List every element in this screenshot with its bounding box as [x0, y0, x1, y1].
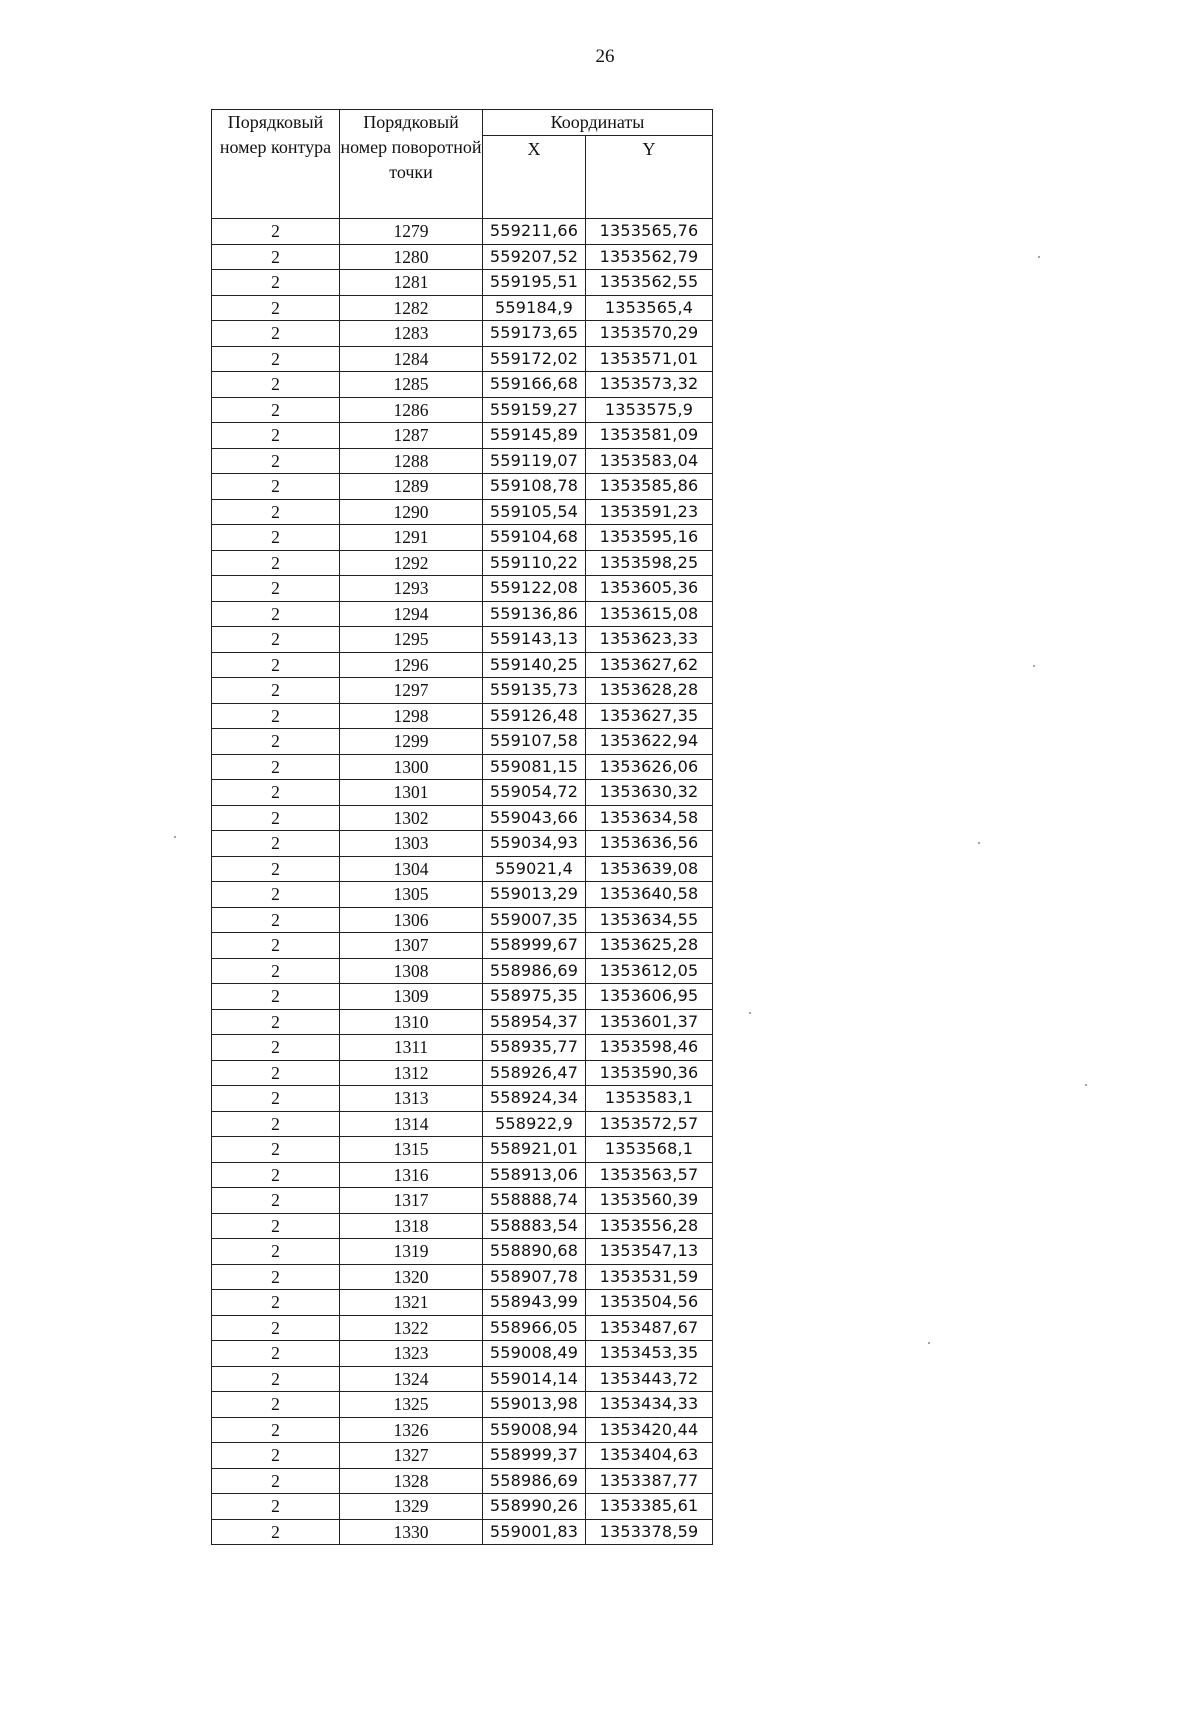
cell-contour-number: 2 [212, 423, 340, 449]
cell-y: 1353385,61 [586, 1494, 713, 1520]
table-header [212, 110, 713, 219]
cell-contour-number: 2 [212, 219, 340, 245]
table-row [212, 1086, 713, 1112]
cell-point-number: 1295 [340, 627, 483, 653]
cell-y: 1353590,36 [586, 1060, 713, 1086]
cell-contour-number: 2 [212, 448, 340, 474]
cell-contour-number: 2 [212, 1341, 340, 1367]
cell-contour-number: 2 [212, 933, 340, 959]
cell-point-number: 1329 [340, 1494, 483, 1520]
cell-x: 558913,06 [483, 1162, 586, 1188]
cell-y: 1353443,72 [586, 1366, 713, 1392]
cell-y: 1353626,06 [586, 754, 713, 780]
cell-contour-number: 2 [212, 601, 340, 627]
table-row [212, 372, 713, 398]
table-row [212, 984, 713, 1010]
cell-point-number: 1320 [340, 1264, 483, 1290]
cell-x: 558954,37 [483, 1009, 586, 1035]
header-x: X [483, 136, 586, 219]
cell-point-number: 1328 [340, 1468, 483, 1494]
cell-point-number: 1299 [340, 729, 483, 755]
cell-point-number: 1311 [340, 1035, 483, 1061]
cell-y: 1353575,9 [586, 397, 713, 423]
cell-y: 1353585,86 [586, 474, 713, 500]
cell-contour-number: 2 [212, 1137, 340, 1163]
table-row [212, 1519, 713, 1545]
table-row [212, 1392, 713, 1418]
cell-contour-number: 2 [212, 882, 340, 908]
cell-y: 1353547,13 [586, 1239, 713, 1265]
cell-y: 1353563,57 [586, 1162, 713, 1188]
cell-point-number: 1316 [340, 1162, 483, 1188]
cell-contour-number: 2 [212, 831, 340, 857]
cell-contour-number: 2 [212, 550, 340, 576]
coordinates-table [211, 109, 713, 1545]
cell-point-number: 1290 [340, 499, 483, 525]
cell-contour-number: 2 [212, 703, 340, 729]
cell-y: 1353404,63 [586, 1443, 713, 1469]
cell-y: 1353562,55 [586, 270, 713, 296]
table-row [212, 907, 713, 933]
table-row [212, 1060, 713, 1086]
cell-point-number: 1324 [340, 1366, 483, 1392]
cell-x: 559136,86 [483, 601, 586, 627]
cell-contour-number: 2 [212, 1417, 340, 1443]
cell-contour-number: 2 [212, 1519, 340, 1545]
table-row [212, 423, 713, 449]
table-row [212, 678, 713, 704]
cell-point-number: 1296 [340, 652, 483, 678]
cell-point-number: 1284 [340, 346, 483, 372]
table-row [212, 499, 713, 525]
cell-y: 1353615,08 [586, 601, 713, 627]
cell-point-number: 1307 [340, 933, 483, 959]
table-row [212, 601, 713, 627]
cell-contour-number: 2 [212, 1315, 340, 1341]
cell-y: 1353598,25 [586, 550, 713, 576]
table-row [212, 346, 713, 372]
scan-speck [1085, 1084, 1087, 1086]
cell-y: 1353562,79 [586, 244, 713, 270]
cell-x: 558883,54 [483, 1213, 586, 1239]
table-row [212, 805, 713, 831]
cell-y: 1353571,01 [586, 346, 713, 372]
scan-speck [749, 1012, 751, 1014]
cell-contour-number: 2 [212, 346, 340, 372]
cell-contour-number: 2 [212, 499, 340, 525]
scan-speck [1033, 665, 1035, 667]
table-row [212, 831, 713, 857]
table-row [212, 448, 713, 474]
cell-y: 1353570,29 [586, 321, 713, 347]
cell-contour-number: 2 [212, 907, 340, 933]
cell-contour-number: 2 [212, 1111, 340, 1137]
cell-y: 1353623,33 [586, 627, 713, 653]
cell-y: 1353625,28 [586, 933, 713, 959]
cell-y: 1353627,35 [586, 703, 713, 729]
header-coordinates: Координаты [483, 110, 713, 136]
cell-point-number: 1314 [340, 1111, 483, 1137]
cell-x: 559014,14 [483, 1366, 586, 1392]
cell-point-number: 1280 [340, 244, 483, 270]
cell-x: 559008,94 [483, 1417, 586, 1443]
table-row [212, 474, 713, 500]
cell-y: 1353634,55 [586, 907, 713, 933]
table-row [212, 958, 713, 984]
cell-y: 1353531,59 [586, 1264, 713, 1290]
cell-contour-number: 2 [212, 1264, 340, 1290]
cell-x: 559043,66 [483, 805, 586, 831]
cell-point-number: 1315 [340, 1137, 483, 1163]
cell-contour-number: 2 [212, 1366, 340, 1392]
cell-contour-number: 2 [212, 244, 340, 270]
table-row [212, 933, 713, 959]
cell-contour-number: 2 [212, 1468, 340, 1494]
table-row [212, 219, 713, 245]
cell-contour-number: 2 [212, 1188, 340, 1214]
cell-y: 1353583,1 [586, 1086, 713, 1112]
table-row [212, 652, 713, 678]
table-row [212, 1035, 713, 1061]
cell-contour-number: 2 [212, 1392, 340, 1418]
cell-x: 559207,52 [483, 244, 586, 270]
cell-y: 1353601,37 [586, 1009, 713, 1035]
cell-point-number: 1282 [340, 295, 483, 321]
cell-contour-number: 2 [212, 1009, 340, 1035]
table-row [212, 627, 713, 653]
cell-x: 559122,08 [483, 576, 586, 602]
cell-point-number: 1279 [340, 219, 483, 245]
cell-contour-number: 2 [212, 652, 340, 678]
table-row [212, 1162, 713, 1188]
table-row [212, 1315, 713, 1341]
cell-x: 559172,02 [483, 346, 586, 372]
table-row [212, 1443, 713, 1469]
cell-x: 558888,74 [483, 1188, 586, 1214]
cell-point-number: 1313 [340, 1086, 483, 1112]
cell-point-number: 1285 [340, 372, 483, 398]
table-row [212, 703, 713, 729]
cell-point-number: 1281 [340, 270, 483, 296]
cell-point-number: 1288 [340, 448, 483, 474]
cell-point-number: 1301 [340, 780, 483, 806]
table-row [212, 780, 713, 806]
cell-y: 1353628,28 [586, 678, 713, 704]
cell-point-number: 1291 [340, 525, 483, 551]
cell-contour-number: 2 [212, 576, 340, 602]
cell-contour-number: 2 [212, 474, 340, 500]
cell-x: 558986,69 [483, 958, 586, 984]
cell-contour-number: 2 [212, 1239, 340, 1265]
cell-x: 559211,66 [483, 219, 586, 245]
cell-point-number: 1286 [340, 397, 483, 423]
cell-y: 1353583,04 [586, 448, 713, 474]
table-row [212, 1213, 713, 1239]
cell-contour-number: 2 [212, 270, 340, 296]
table-body [212, 219, 713, 1545]
cell-x: 559145,89 [483, 423, 586, 449]
cell-x: 559126,48 [483, 703, 586, 729]
cell-y: 1353634,58 [586, 805, 713, 831]
cell-contour-number: 2 [212, 856, 340, 882]
cell-contour-number: 2 [212, 1162, 340, 1188]
cell-x: 558926,47 [483, 1060, 586, 1086]
cell-point-number: 1319 [340, 1239, 483, 1265]
cell-contour-number: 2 [212, 525, 340, 551]
scan-speck [174, 836, 176, 838]
cell-contour-number: 2 [212, 321, 340, 347]
cell-y: 1353434,33 [586, 1392, 713, 1418]
cell-x: 558999,67 [483, 933, 586, 959]
cell-y: 1353378,59 [586, 1519, 713, 1545]
cell-point-number: 1323 [340, 1341, 483, 1367]
table-row [212, 1468, 713, 1494]
cell-contour-number: 2 [212, 729, 340, 755]
cell-y: 1353591,23 [586, 499, 713, 525]
scan-speck [928, 1342, 930, 1344]
cell-x: 559119,07 [483, 448, 586, 474]
cell-y: 1353636,56 [586, 831, 713, 857]
cell-contour-number: 2 [212, 372, 340, 398]
table-row [212, 397, 713, 423]
scan-speck [978, 842, 980, 844]
cell-point-number: 1308 [340, 958, 483, 984]
cell-point-number: 1300 [340, 754, 483, 780]
cell-y: 1353639,08 [586, 856, 713, 882]
table-row [212, 270, 713, 296]
cell-contour-number: 2 [212, 805, 340, 831]
cell-point-number: 1322 [340, 1315, 483, 1341]
cell-x: 559104,68 [483, 525, 586, 551]
cell-x: 558999,37 [483, 1443, 586, 1469]
cell-y: 1353605,36 [586, 576, 713, 602]
cell-x: 558986,69 [483, 1468, 586, 1494]
page-number: 26 [595, 46, 615, 67]
table-row [212, 1264, 713, 1290]
cell-point-number: 1318 [340, 1213, 483, 1239]
cell-x: 558924,34 [483, 1086, 586, 1112]
cell-x: 559013,29 [483, 882, 586, 908]
scan-speck [1038, 256, 1040, 258]
cell-x: 559008,49 [483, 1341, 586, 1367]
cell-point-number: 1306 [340, 907, 483, 933]
cell-y: 1353453,35 [586, 1341, 713, 1367]
cell-y: 1353622,94 [586, 729, 713, 755]
cell-x: 559054,72 [483, 780, 586, 806]
cell-y: 1353630,32 [586, 780, 713, 806]
table-row [212, 1341, 713, 1367]
table-row [212, 1290, 713, 1316]
header-contour-number: Порядковый номер контура [212, 110, 340, 219]
cell-point-number: 1309 [340, 984, 483, 1010]
cell-point-number: 1310 [340, 1009, 483, 1035]
cell-point-number: 1326 [340, 1417, 483, 1443]
cell-x: 558922,9 [483, 1111, 586, 1137]
cell-x: 558890,68 [483, 1239, 586, 1265]
cell-x: 558966,05 [483, 1315, 586, 1341]
cell-point-number: 1289 [340, 474, 483, 500]
cell-x: 559108,78 [483, 474, 586, 500]
cell-contour-number: 2 [212, 1290, 340, 1316]
cell-y: 1353565,76 [586, 219, 713, 245]
cell-x: 559140,25 [483, 652, 586, 678]
cell-y: 1353556,28 [586, 1213, 713, 1239]
cell-contour-number: 2 [212, 958, 340, 984]
cell-contour-number: 2 [212, 754, 340, 780]
cell-y: 1353612,05 [586, 958, 713, 984]
cell-y: 1353581,09 [586, 423, 713, 449]
cell-y: 1353420,44 [586, 1417, 713, 1443]
cell-y: 1353606,95 [586, 984, 713, 1010]
cell-x: 559110,22 [483, 550, 586, 576]
table-row [212, 1417, 713, 1443]
cell-x: 559173,65 [483, 321, 586, 347]
cell-x: 559143,13 [483, 627, 586, 653]
cell-y: 1353595,16 [586, 525, 713, 551]
cell-point-number: 1317 [340, 1188, 483, 1214]
table-row [212, 295, 713, 321]
header-y: Y [586, 136, 713, 219]
table-row [212, 1494, 713, 1520]
cell-point-number: 1292 [340, 550, 483, 576]
cell-y: 1353598,46 [586, 1035, 713, 1061]
cell-contour-number: 2 [212, 678, 340, 704]
cell-y: 1353640,58 [586, 882, 713, 908]
cell-y: 1353387,77 [586, 1468, 713, 1494]
cell-contour-number: 2 [212, 1086, 340, 1112]
cell-contour-number: 2 [212, 1494, 340, 1520]
cell-contour-number: 2 [212, 1060, 340, 1086]
cell-y: 1353487,67 [586, 1315, 713, 1341]
table-row [212, 1111, 713, 1137]
cell-y: 1353572,57 [586, 1111, 713, 1137]
table-row [212, 882, 713, 908]
cell-point-number: 1293 [340, 576, 483, 602]
table-row [212, 321, 713, 347]
cell-x: 559184,9 [483, 295, 586, 321]
table-row [212, 729, 713, 755]
cell-point-number: 1294 [340, 601, 483, 627]
cell-point-number: 1312 [340, 1060, 483, 1086]
table-row [212, 1366, 713, 1392]
cell-point-number: 1283 [340, 321, 483, 347]
cell-x: 559021,4 [483, 856, 586, 882]
cell-y: 1353627,62 [586, 652, 713, 678]
cell-y: 1353560,39 [586, 1188, 713, 1214]
cell-x: 558907,78 [483, 1264, 586, 1290]
cell-contour-number: 2 [212, 1035, 340, 1061]
cell-x: 558990,26 [483, 1494, 586, 1520]
cell-contour-number: 2 [212, 627, 340, 653]
cell-point-number: 1304 [340, 856, 483, 882]
cell-x: 559105,54 [483, 499, 586, 525]
cell-x: 559159,27 [483, 397, 586, 423]
cell-x: 559135,73 [483, 678, 586, 704]
cell-contour-number: 2 [212, 295, 340, 321]
table-row [212, 754, 713, 780]
cell-point-number: 1305 [340, 882, 483, 908]
table-row [212, 1239, 713, 1265]
cell-point-number: 1287 [340, 423, 483, 449]
table-row [212, 1009, 713, 1035]
cell-point-number: 1325 [340, 1392, 483, 1418]
table-row [212, 244, 713, 270]
table-row [212, 550, 713, 576]
cell-x: 558935,77 [483, 1035, 586, 1061]
cell-point-number: 1302 [340, 805, 483, 831]
table-row [212, 1137, 713, 1163]
cell-x: 558943,99 [483, 1290, 586, 1316]
cell-x: 559013,98 [483, 1392, 586, 1418]
cell-point-number: 1321 [340, 1290, 483, 1316]
cell-x: 559107,58 [483, 729, 586, 755]
cell-x: 559001,83 [483, 1519, 586, 1545]
cell-contour-number: 2 [212, 780, 340, 806]
cell-x: 559195,51 [483, 270, 586, 296]
cell-x: 559081,15 [483, 754, 586, 780]
cell-contour-number: 2 [212, 984, 340, 1010]
table-row [212, 1188, 713, 1214]
cell-x: 558975,35 [483, 984, 586, 1010]
cell-point-number: 1330 [340, 1519, 483, 1545]
header-turning-point-number: Порядковый номер поворотной точки [340, 110, 483, 219]
cell-contour-number: 2 [212, 1443, 340, 1469]
table-row [212, 856, 713, 882]
cell-point-number: 1298 [340, 703, 483, 729]
cell-x: 559007,35 [483, 907, 586, 933]
cell-point-number: 1327 [340, 1443, 483, 1469]
table-row [212, 576, 713, 602]
cell-x: 558921,01 [483, 1137, 586, 1163]
table-row [212, 525, 713, 551]
cell-x: 559166,68 [483, 372, 586, 398]
cell-contour-number: 2 [212, 1213, 340, 1239]
cell-point-number: 1297 [340, 678, 483, 704]
cell-x: 559034,93 [483, 831, 586, 857]
cell-y: 1353568,1 [586, 1137, 713, 1163]
cell-contour-number: 2 [212, 397, 340, 423]
cell-y: 1353504,56 [586, 1290, 713, 1316]
cell-y: 1353573,32 [586, 372, 713, 398]
cell-point-number: 1303 [340, 831, 483, 857]
cell-y: 1353565,4 [586, 295, 713, 321]
